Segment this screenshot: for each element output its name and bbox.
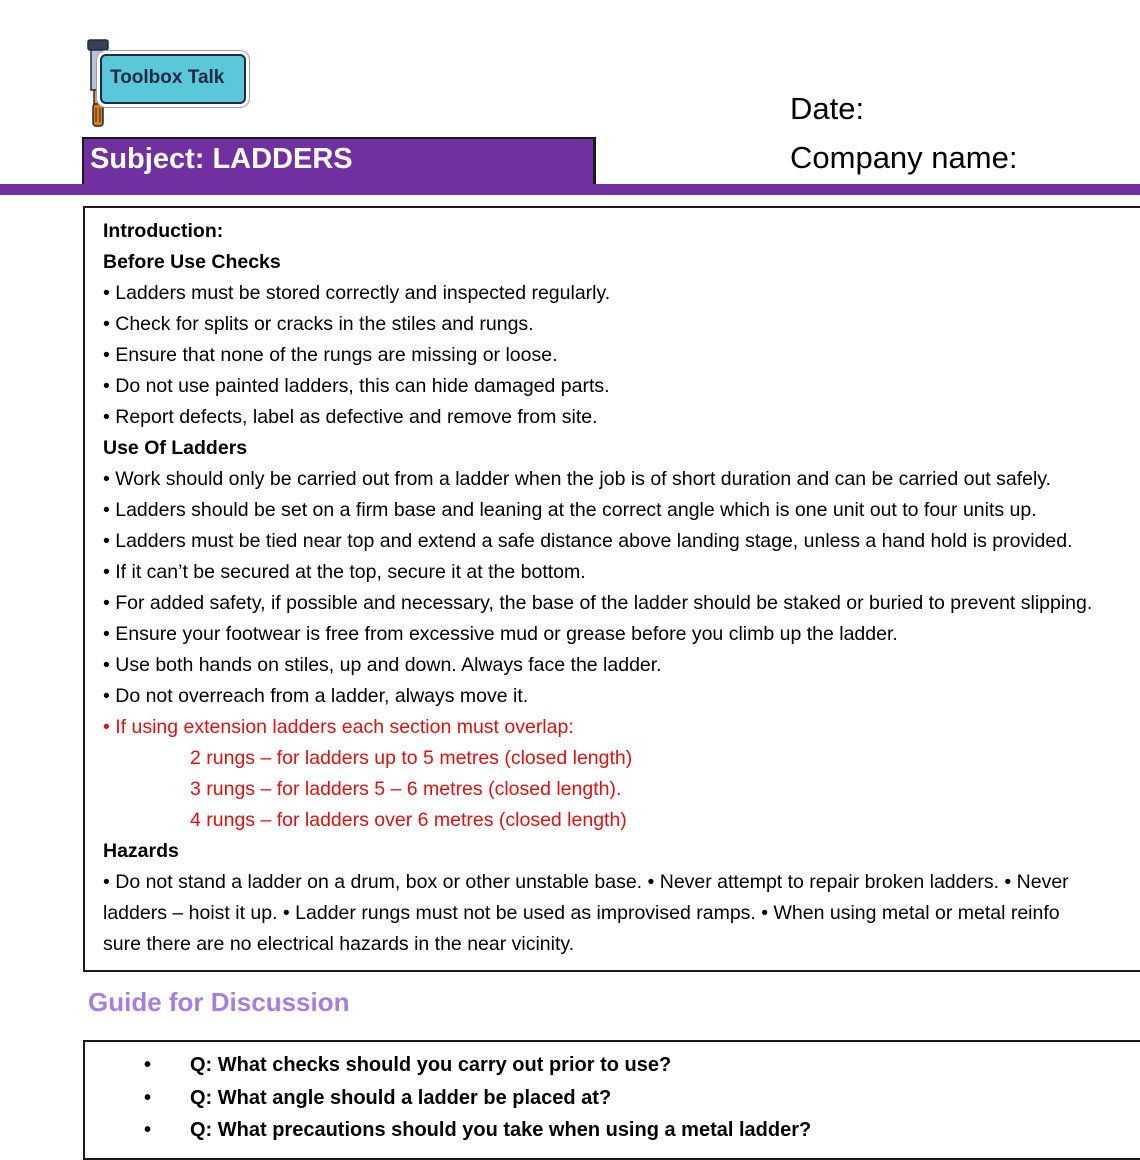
question-item: Q: What angle should a ladder be placed at? bbox=[190, 1087, 612, 1109]
subject-banner bbox=[82, 137, 596, 185]
list-item: • Ensure that none of the rungs are missing or loose. bbox=[103, 344, 558, 366]
hazards-text-line: ladders – hoist it up. • Ladder rungs must not be used as improvised ramps. • When using metal or metal reinfo bbox=[103, 902, 1060, 924]
list-item: • Check for splits or cracks in the stiles and rungs. bbox=[103, 313, 534, 335]
discussion-title: Guide for Discussion bbox=[88, 987, 350, 1017]
toolbox-talk-logo bbox=[84, 38, 246, 130]
subject-title: Subject: LADDERS bbox=[90, 143, 353, 175]
list-item: • Work should only be carried out from a ladder when the job is of short duration and can be carried out safely. bbox=[103, 468, 1052, 490]
list-item: • For added safety, if possible and necessary, the base of the ladder should be staked or buried to prevent slipping. bbox=[103, 592, 1093, 614]
bullet-icon: • bbox=[144, 1119, 152, 1141]
list-item: • Do not use painted ladders, this can hide damaged parts. bbox=[103, 375, 610, 397]
list-item: • If it can’t be secured at the top, secure it at the bottom. bbox=[103, 561, 586, 583]
bullet-icon: • bbox=[144, 1054, 152, 1076]
list-item: • Ensure your footwear is free from excessive mud or grease before you climb up the ladder. bbox=[103, 623, 898, 645]
extension-rule: 2 rungs – for ladders up to 5 metres (closed length) bbox=[190, 747, 633, 769]
extension-intro: • If using extension ladders each section must overlap: bbox=[103, 716, 574, 738]
use-of-ladders-heading: Use Of Ladders bbox=[103, 437, 248, 459]
list-item: • Report defects, label as defective and remove from site. bbox=[103, 406, 598, 428]
before-use-heading: Before Use Checks bbox=[103, 251, 281, 273]
date-label: Date: bbox=[790, 91, 865, 126]
question-item: Q: What checks should you carry out prior to use? bbox=[190, 1054, 672, 1076]
hazards-heading: Hazards bbox=[103, 840, 179, 862]
list-item: • Ladders must be tied near top and extend a safe distance above landing stage, unless a hand hold is provided. bbox=[103, 530, 1073, 552]
list-item: • Ladders should be set on a firm base and leaning at the correct angle which is one unit out to four units up. bbox=[103, 499, 1037, 521]
introduction-heading: Introduction: bbox=[103, 220, 224, 242]
hazards-text-line: • Do not stand a ladder on a drum, box or other unstable base. • Never attempt to repair broken ladders. • Never bbox=[103, 871, 1069, 893]
extension-rule: 4 rungs – for ladders over 6 metres (closed length) bbox=[190, 809, 627, 831]
extension-rule: 3 rungs – for ladders 5 – 6 metres (closed length). bbox=[190, 778, 622, 800]
list-item: • Use both hands on stiles, up and down. Always face the ladder. bbox=[103, 654, 662, 676]
hazards-text-line: sure there are no electrical hazards in the near vicinity. bbox=[103, 933, 575, 955]
list-item: • Do not overreach from a ladder, always move it. bbox=[103, 685, 529, 707]
header-divider bbox=[0, 184, 1140, 195]
company-name-label: Company name: bbox=[790, 140, 1018, 175]
question-item: Q: What precautions should you take when using a metal ladder? bbox=[190, 1119, 812, 1141]
bullet-icon: • bbox=[144, 1087, 152, 1109]
logo-text: Toolbox Talk bbox=[110, 67, 225, 88]
list-item: • Ladders must be stored correctly and inspected regularly. bbox=[103, 282, 611, 304]
